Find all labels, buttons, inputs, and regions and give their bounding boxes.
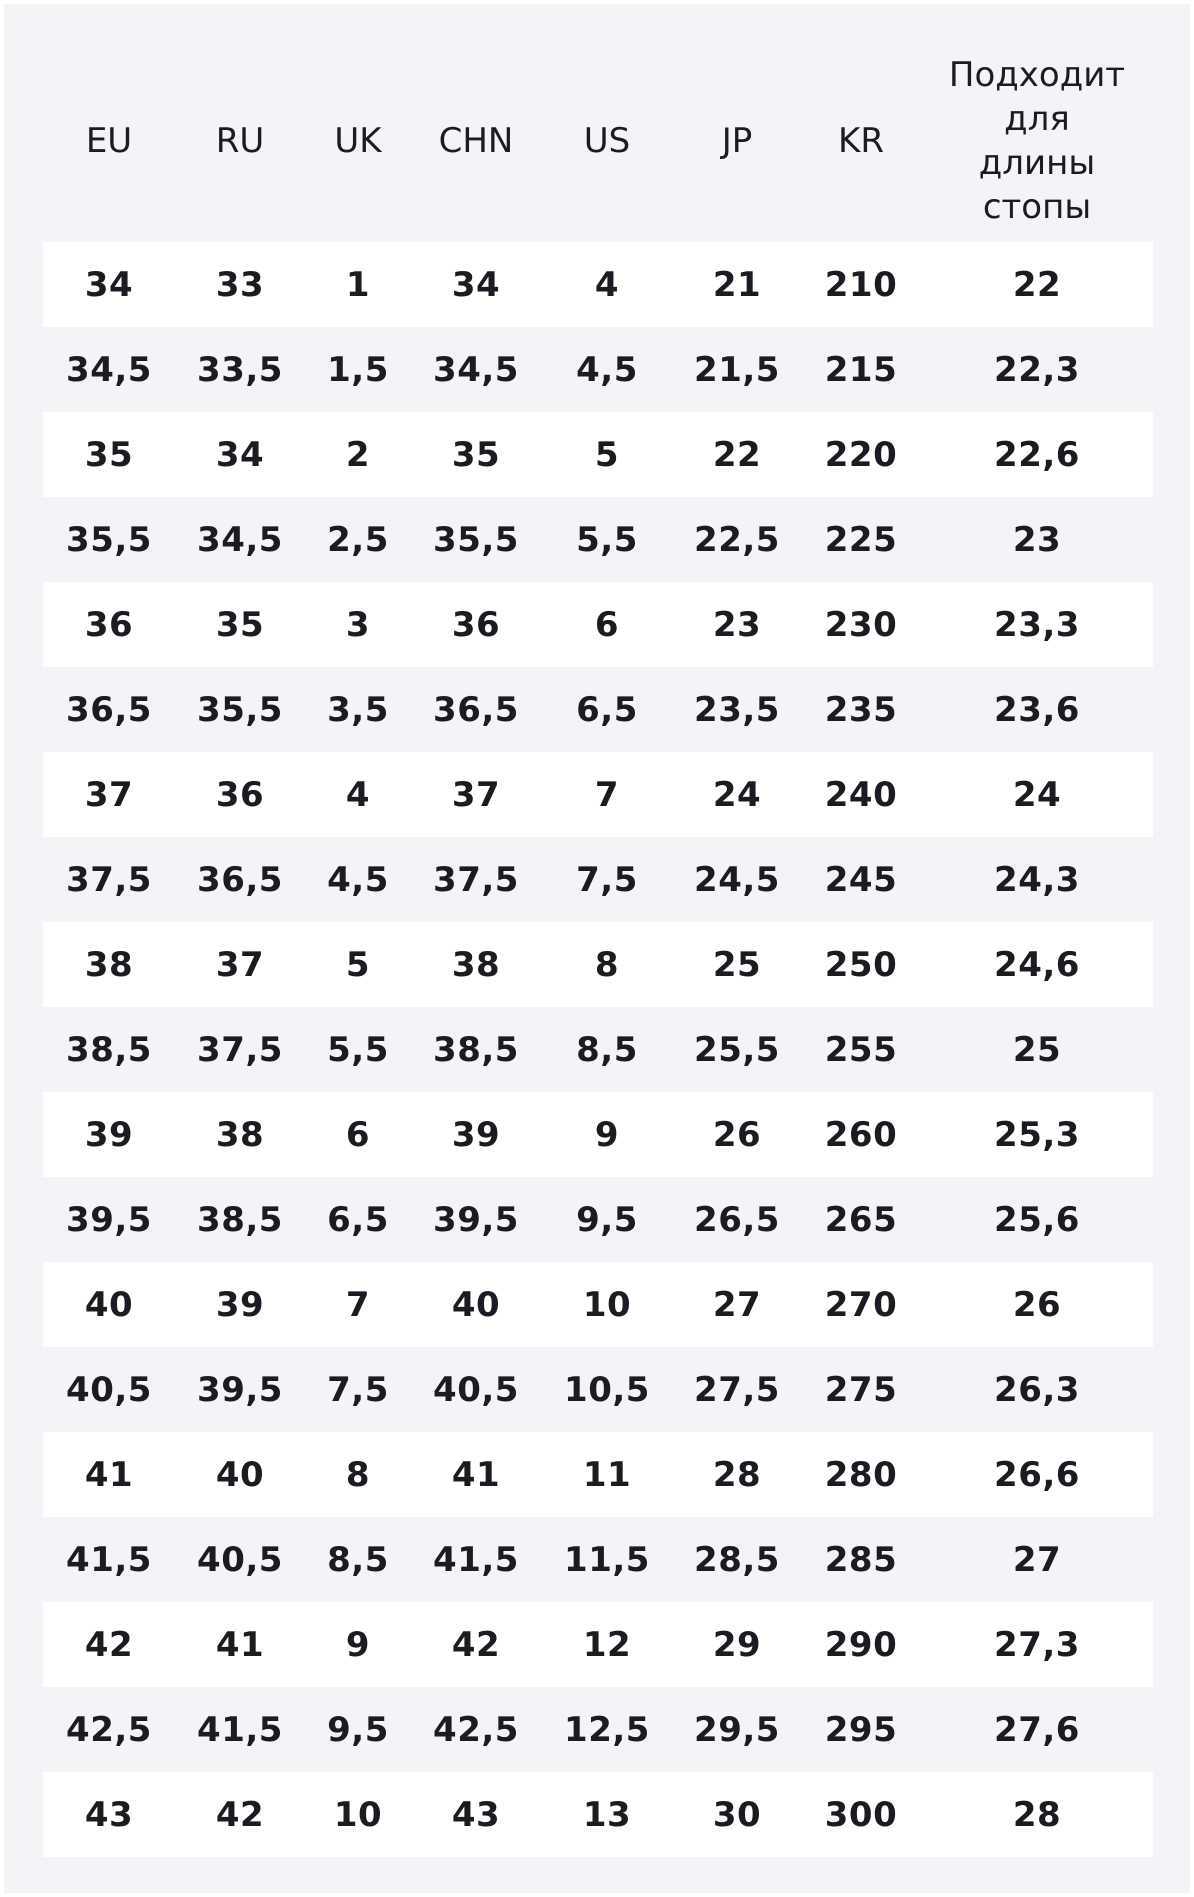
cell-us: 8,5 [541,1007,673,1092]
cell-foot-length: 26 [921,1262,1153,1347]
cell-foot-length: 22 [921,242,1153,327]
cell-chn: 42 [411,1602,541,1687]
cell-us: 4 [541,242,673,327]
cell-kr: 250 [801,922,921,1007]
cell-eu: 35 [43,412,175,497]
cell-us: 5 [541,412,673,497]
cell-uk: 2,5 [305,497,411,582]
cell-uk: 5,5 [305,1007,411,1092]
cell-jp: 30 [673,1772,801,1857]
table-row [43,1347,1153,1432]
header-ru: RU [215,121,265,161]
cell-kr: 215 [801,327,921,412]
cell-foot-length: 24,3 [921,837,1153,922]
cell-ru: 35 [175,582,305,667]
cell-foot-length: 25,3 [921,1092,1153,1177]
cell-kr: 260 [801,1092,921,1177]
cell-us: 10 [541,1262,673,1347]
table-row [43,922,1153,1007]
cell-chn: 37 [411,752,541,837]
cell-foot-length: 27 [921,1517,1153,1602]
cell-ru: 36 [175,752,305,837]
cell-kr: 270 [801,1262,921,1347]
table-row [43,1262,1153,1347]
cell-ru: 33,5 [175,327,305,412]
cell-jp: 24 [673,752,801,837]
table-row [43,1687,1153,1772]
cell-kr: 285 [801,1517,921,1602]
table-row [43,1007,1153,1092]
cell-uk: 4 [305,752,411,837]
cell-jp: 23,5 [673,667,801,752]
cell-us: 8 [541,922,673,1007]
cell-kr: 300 [801,1772,921,1857]
cell-uk: 3,5 [305,667,411,752]
cell-uk: 2 [305,412,411,497]
cell-us: 7,5 [541,837,673,922]
cell-ru: 41 [175,1602,305,1687]
cell-ru: 41,5 [175,1687,305,1772]
cell-ru: 42 [175,1772,305,1857]
cell-foot-length: 23,6 [921,667,1153,752]
cell-kr: 290 [801,1602,921,1687]
cell-uk: 7,5 [305,1347,411,1432]
cell-jp: 25,5 [673,1007,801,1092]
cell-kr: 280 [801,1432,921,1517]
cell-foot-length: 25,6 [921,1177,1153,1262]
cell-kr: 275 [801,1347,921,1432]
table-row [43,667,1153,752]
cell-chn: 41,5 [411,1517,541,1602]
size-chart-table [43,40,1153,1857]
cell-chn: 35,5 [411,497,541,582]
cell-chn: 38,5 [411,1007,541,1092]
cell-uk: 7 [305,1262,411,1347]
cell-uk: 9,5 [305,1687,411,1772]
cell-foot-length: 24,6 [921,922,1153,1007]
cell-eu: 38,5 [43,1007,175,1092]
cell-uk: 8 [305,1432,411,1517]
cell-us: 12,5 [541,1687,673,1772]
cell-chn: 40 [411,1262,541,1347]
cell-kr: 240 [801,752,921,837]
cell-us: 9 [541,1092,673,1177]
cell-chn: 41 [411,1432,541,1517]
table-row [43,497,1153,582]
cell-chn: 34,5 [411,327,541,412]
cell-ru: 34,5 [175,497,305,582]
header-foot-length-label: Подходит для длины стопы [948,55,1126,227]
cell-jp: 21 [673,242,801,327]
cell-kr: 235 [801,667,921,752]
cell-eu: 37 [43,752,175,837]
cell-ru: 38 [175,1092,305,1177]
header-chn: CHN [438,121,514,161]
cell-foot-length: 22,6 [921,412,1153,497]
cell-eu: 41 [43,1432,175,1517]
cell-jp: 27 [673,1262,801,1347]
header-foot-length [921,40,1153,242]
table-body [43,242,1153,1857]
cell-chn: 43 [411,1772,541,1857]
table-row [43,412,1153,497]
cell-eu: 40,5 [43,1347,175,1432]
cell-kr: 255 [801,1007,921,1092]
cell-jp: 26,5 [673,1177,801,1262]
cell-ru: 36,5 [175,837,305,922]
cell-eu: 41,5 [43,1517,175,1602]
cell-jp: 28,5 [673,1517,801,1602]
cell-chn: 42,5 [411,1687,541,1772]
cell-uk: 8,5 [305,1517,411,1602]
cell-foot-length: 27,6 [921,1687,1153,1772]
cell-jp: 24,5 [673,837,801,922]
cell-eu: 35,5 [43,497,175,582]
cell-ru: 39,5 [175,1347,305,1432]
cell-ru: 40,5 [175,1517,305,1602]
cell-jp: 25 [673,922,801,1007]
cell-eu: 34,5 [43,327,175,412]
table-row [43,1602,1153,1687]
cell-foot-length: 25 [921,1007,1153,1092]
cell-uk: 4,5 [305,837,411,922]
cell-jp: 21,5 [673,327,801,412]
cell-eu: 42 [43,1602,175,1687]
cell-jp: 22,5 [673,497,801,582]
size-chart-card [4,4,1190,1893]
cell-chn: 38 [411,922,541,1007]
cell-us: 6,5 [541,667,673,752]
cell-eu: 42,5 [43,1687,175,1772]
cell-jp: 22 [673,412,801,497]
cell-foot-length: 27,3 [921,1602,1153,1687]
cell-kr: 210 [801,242,921,327]
cell-us: 13 [541,1772,673,1857]
table-row [43,1432,1153,1517]
cell-jp: 29,5 [673,1687,801,1772]
cell-us: 11,5 [541,1517,673,1602]
cell-us: 10,5 [541,1347,673,1432]
table-row [43,327,1153,412]
cell-jp: 29 [673,1602,801,1687]
header-kr: KR [838,121,884,161]
cell-ru: 38,5 [175,1177,305,1262]
cell-ru: 39 [175,1262,305,1347]
cell-uk: 10 [305,1772,411,1857]
cell-foot-length: 24 [921,752,1153,837]
cell-us: 9,5 [541,1177,673,1262]
cell-us: 6 [541,582,673,667]
cell-foot-length: 23,3 [921,582,1153,667]
cell-kr: 230 [801,582,921,667]
cell-kr: 245 [801,837,921,922]
cell-foot-length: 28 [921,1772,1153,1857]
cell-uk: 1,5 [305,327,411,412]
header-uk: UK [334,121,382,161]
cell-chn: 34 [411,242,541,327]
cell-foot-length: 23 [921,497,1153,582]
cell-ru: 34 [175,412,305,497]
cell-kr: 295 [801,1687,921,1772]
header-eu: EU [85,121,133,161]
table-row [43,837,1153,922]
cell-jp: 28 [673,1432,801,1517]
cell-chn: 36,5 [411,667,541,752]
table-row [43,582,1153,667]
table-row [43,242,1153,327]
cell-us: 4,5 [541,327,673,412]
cell-ru: 40 [175,1432,305,1517]
table-row [43,752,1153,837]
cell-jp: 23 [673,582,801,667]
cell-ru: 37,5 [175,1007,305,1092]
cell-us: 7 [541,752,673,837]
cell-us: 12 [541,1602,673,1687]
cell-eu: 36 [43,582,175,667]
cell-ru: 33 [175,242,305,327]
cell-foot-length: 26,3 [921,1347,1153,1432]
cell-jp: 26 [673,1092,801,1177]
cell-kr: 265 [801,1177,921,1262]
cell-eu: 39,5 [43,1177,175,1262]
cell-foot-length: 22,3 [921,327,1153,412]
cell-eu: 38 [43,922,175,1007]
cell-chn: 39,5 [411,1177,541,1262]
cell-eu: 39 [43,1092,175,1177]
cell-kr: 220 [801,412,921,497]
table-row [43,1517,1153,1602]
cell-us: 5,5 [541,497,673,582]
header-jp: JP [721,121,753,161]
cell-chn: 40,5 [411,1347,541,1432]
cell-us: 11 [541,1432,673,1517]
table-row [43,1177,1153,1262]
cell-jp: 27,5 [673,1347,801,1432]
cell-eu: 40 [43,1262,175,1347]
cell-chn: 35 [411,412,541,497]
cell-eu: 34 [43,242,175,327]
cell-ru: 35,5 [175,667,305,752]
cell-uk: 9 [305,1602,411,1687]
cell-ru: 37 [175,922,305,1007]
cell-uk: 1 [305,242,411,327]
table-row [43,1092,1153,1177]
cell-eu: 36,5 [43,667,175,752]
cell-kr: 225 [801,497,921,582]
cell-chn: 37,5 [411,837,541,922]
header-us: US [583,121,631,161]
cell-uk: 3 [305,582,411,667]
cell-uk: 6,5 [305,1177,411,1262]
cell-uk: 5 [305,922,411,1007]
cell-chn: 36 [411,582,541,667]
cell-chn: 39 [411,1092,541,1177]
cell-uk: 6 [305,1092,411,1177]
cell-eu: 43 [43,1772,175,1857]
table-row [43,1772,1153,1857]
header-row [43,40,1153,242]
cell-foot-length: 26,6 [921,1432,1153,1517]
cell-eu: 37,5 [43,837,175,922]
